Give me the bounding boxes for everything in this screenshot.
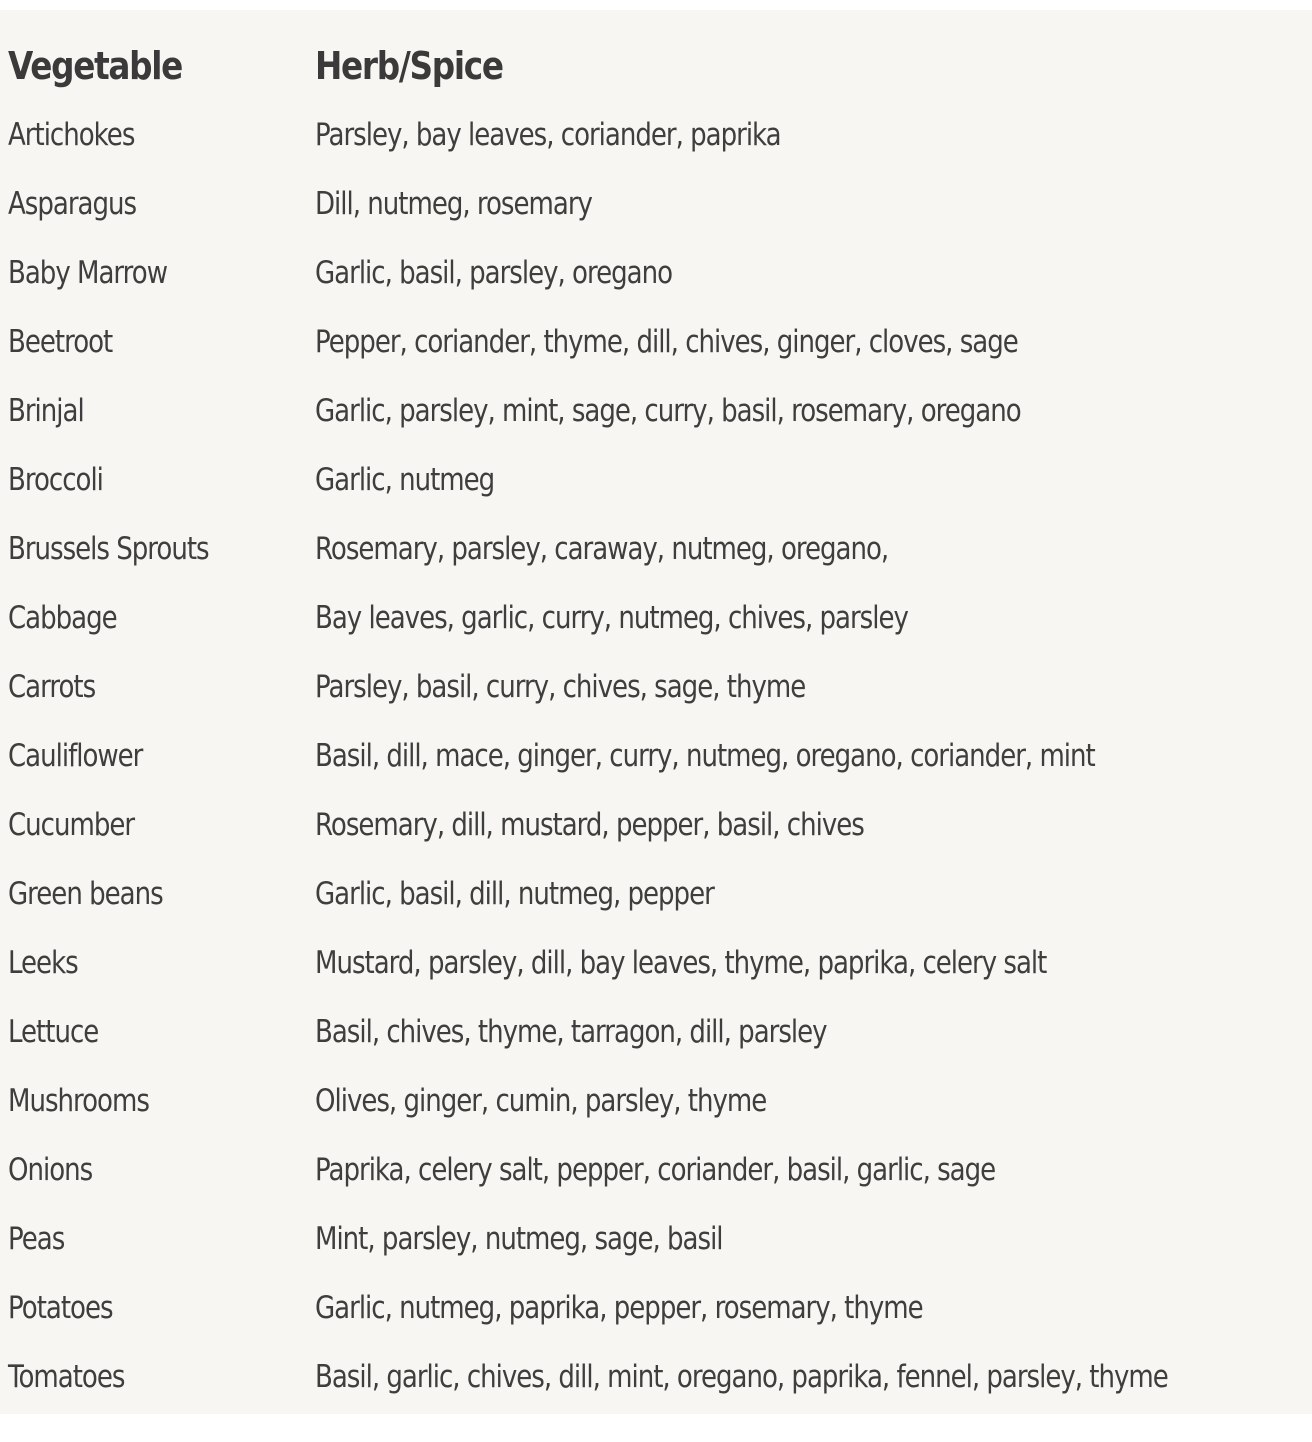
herb-spice-cell: Parsley, basil, curry, chives, sage, thyme	[315, 668, 806, 705]
herb-spice-cell: Parsley, bay leaves, coriander, paprika	[315, 116, 781, 153]
herb-spice-cell: Rosemary, dill, mustard, pepper, basil, chives	[315, 806, 864, 843]
vegetable-cell: Artichokes	[8, 116, 135, 153]
herb-spice-cell: Basil, garlic, chives, dill, mint, oregano, paprika, fennel, parsley, thyme	[315, 1358, 1168, 1395]
herb-spice-cell: Basil, chives, thyme, tarragon, dill, parsley	[315, 1013, 827, 1050]
table-row	[8, 238, 1304, 307]
vegetable-cell: Cucumber	[8, 806, 135, 843]
herb-spice-cell: Bay leaves, garlic, curry, nutmeg, chives, parsley	[315, 599, 908, 636]
vegetable-cell: Cauliflower	[8, 737, 143, 774]
herb-spice-cell: Rosemary, parsley, caraway, nutmeg, oregano,	[315, 530, 889, 567]
column-header-vegetable: Vegetable	[8, 44, 183, 88]
vegetable-cell: Peas	[8, 1220, 65, 1257]
table-row	[8, 583, 1304, 652]
column-header-herb-spice: Herb/Spice	[315, 44, 503, 88]
vegetable-cell: Mushrooms	[8, 1082, 149, 1119]
table-row	[8, 514, 1304, 583]
vegetable-cell: Green beans	[8, 875, 163, 912]
vegetable-cell: Broccoli	[8, 461, 103, 498]
vegetable-herb-table	[8, 32, 1304, 1411]
table-row	[8, 169, 1304, 238]
vegetable-cell: Lettuce	[8, 1013, 99, 1050]
table-row	[8, 376, 1304, 445]
herb-spice-cell: Basil, dill, mace, ginger, curry, nutmeg, oregano, coriander, mint	[315, 737, 1095, 774]
vegetable-cell: Brinjal	[8, 392, 84, 429]
table-header-row	[8, 32, 1304, 100]
table-sheet	[0, 10, 1312, 1414]
table-row	[8, 1135, 1304, 1204]
herb-spice-cell: Garlic, nutmeg, paprika, pepper, rosemary, thyme	[315, 1289, 923, 1326]
vegetable-cell: Potatoes	[8, 1289, 113, 1326]
table-row	[8, 928, 1304, 997]
herb-spice-cell: Mint, parsley, nutmeg, sage, basil	[315, 1220, 723, 1257]
herb-spice-cell: Olives, ginger, cumin, parsley, thyme	[315, 1082, 767, 1119]
table-row	[8, 859, 1304, 928]
herb-spice-cell: Pepper, coriander, thyme, dill, chives, ginger, cloves, sage	[315, 323, 1018, 360]
table-row	[8, 100, 1304, 169]
table-row	[8, 1204, 1304, 1273]
vegetable-cell: Onions	[8, 1151, 93, 1188]
table-row	[8, 997, 1304, 1066]
table-row	[8, 1066, 1304, 1135]
table-row	[8, 721, 1304, 790]
table-row	[8, 652, 1304, 721]
herb-spice-cell: Paprika, celery salt, pepper, coriander, basil, garlic, sage	[315, 1151, 996, 1188]
herb-spice-cell: Dill, nutmeg, rosemary	[315, 185, 592, 222]
herb-spice-cell: Garlic, parsley, mint, sage, curry, basil, rosemary, oregano	[315, 392, 1021, 429]
herb-spice-cell: Garlic, nutmeg	[315, 461, 495, 498]
vegetable-cell: Brussels Sprouts	[8, 530, 209, 567]
table-row	[8, 790, 1304, 859]
table-row	[8, 445, 1304, 514]
herb-spice-cell: Garlic, basil, parsley, oregano	[315, 254, 672, 291]
vegetable-cell: Asparagus	[8, 185, 137, 222]
vegetable-cell: Carrots	[8, 668, 96, 705]
table-row	[8, 307, 1304, 376]
herb-spice-cell: Garlic, basil, dill, nutmeg, pepper	[315, 875, 714, 912]
vegetable-cell: Cabbage	[8, 599, 117, 636]
vegetable-cell: Tomatoes	[8, 1358, 125, 1395]
table-row	[8, 1342, 1304, 1411]
vegetable-cell: Beetroot	[8, 323, 113, 360]
herb-spice-cell: Mustard, parsley, dill, bay leaves, thyme, paprika, celery salt	[315, 944, 1047, 981]
table-row	[8, 1273, 1304, 1342]
vegetable-cell: Leeks	[8, 944, 78, 981]
vegetable-cell: Baby Marrow	[8, 254, 167, 291]
